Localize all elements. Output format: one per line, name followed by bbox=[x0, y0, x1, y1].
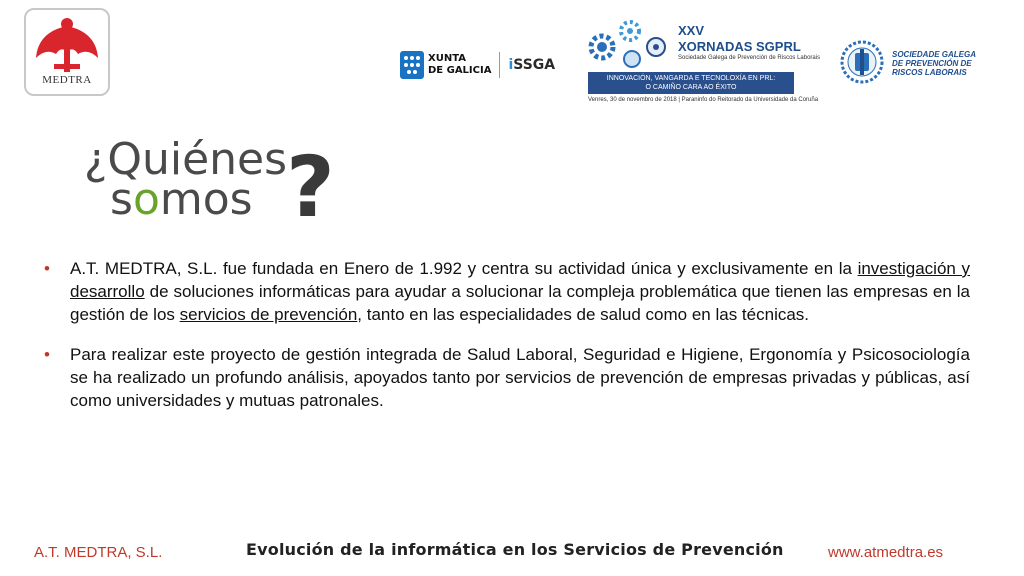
xornadas-banner bbox=[586, 15, 821, 111]
medtra-wordmark: MEDTRA bbox=[42, 74, 92, 86]
bullet-paragraph: • Para realizar este proyecto de gestión integrada de Salud Laboral, Seguridad e Higiene, Ergonomía y Psicosociología se ha realizado un profundo análisis, apoyados tanto por servicios de prevención de empresas privadas y públicas, así como universidades y mutuas patronales. bbox=[44, 345, 970, 410]
title-line2: somos bbox=[110, 174, 253, 224]
bullet-paragraph: • A.T. MEDTRA, S.L. fue fundada en Enero de 1.992 y centra su actividad única y exclusivamente en la investigación y desarrollo de soluciones informáticas para ayudar a solucionar la compleja problemática que tienen las empresas en la gestión de los servicios de prevención, tanto en las especialidades de salud como en las técnicas. bbox=[44, 259, 970, 324]
issga-text: iSSGA bbox=[508, 57, 556, 73]
footer-title: Evolución de la informática en los Servicios de Prevención bbox=[246, 540, 784, 559]
sgprl-logo bbox=[840, 40, 1010, 88]
xunta-issga-logo bbox=[400, 50, 555, 80]
gears-icon bbox=[586, 19, 674, 75]
page-title bbox=[80, 128, 340, 224]
xunta-flag-icon bbox=[400, 51, 424, 79]
footer-website-link[interactable]: www.atmedtra.es bbox=[828, 544, 944, 561]
xunta-text: XUNTA DE GALICIA bbox=[428, 53, 492, 76]
xornadas-title: XORNADAS SGPRL bbox=[678, 39, 801, 54]
xornadas-number: XXV bbox=[678, 23, 705, 38]
medtra-emblem-icon bbox=[26, 14, 108, 78]
bullet-icon: • bbox=[44, 345, 50, 364]
footer-company: A.T. MEDTRA, S.L. bbox=[34, 544, 163, 561]
content-body bbox=[44, 257, 970, 429]
sgprl-seal-icon bbox=[840, 40, 884, 84]
xornadas-band: INNOVACIÓN, VANGARDA E TECNOLOXÍA EN PRL: O CAMIÑO CARA AO ÉXITO bbox=[588, 72, 794, 94]
sgprl-text: SOCIEDADE GALEGA DE PREVENCIÓN DE RISCOS LABORAIS bbox=[892, 50, 977, 77]
xornadas-subtitle: Sociedade Galega de Prevención de Riscos Laborais bbox=[678, 55, 821, 61]
bullet-icon: • bbox=[44, 259, 50, 278]
xornadas-date: Venres, 30 de novembro de 2018 | Paraninfo do Reitorado da Universidade da Coruña bbox=[588, 97, 819, 103]
title-question-mark: ? bbox=[286, 138, 335, 224]
title-line1: ¿Quiénes bbox=[84, 134, 288, 185]
medtra-logo bbox=[24, 8, 110, 96]
logo-divider bbox=[499, 52, 500, 78]
